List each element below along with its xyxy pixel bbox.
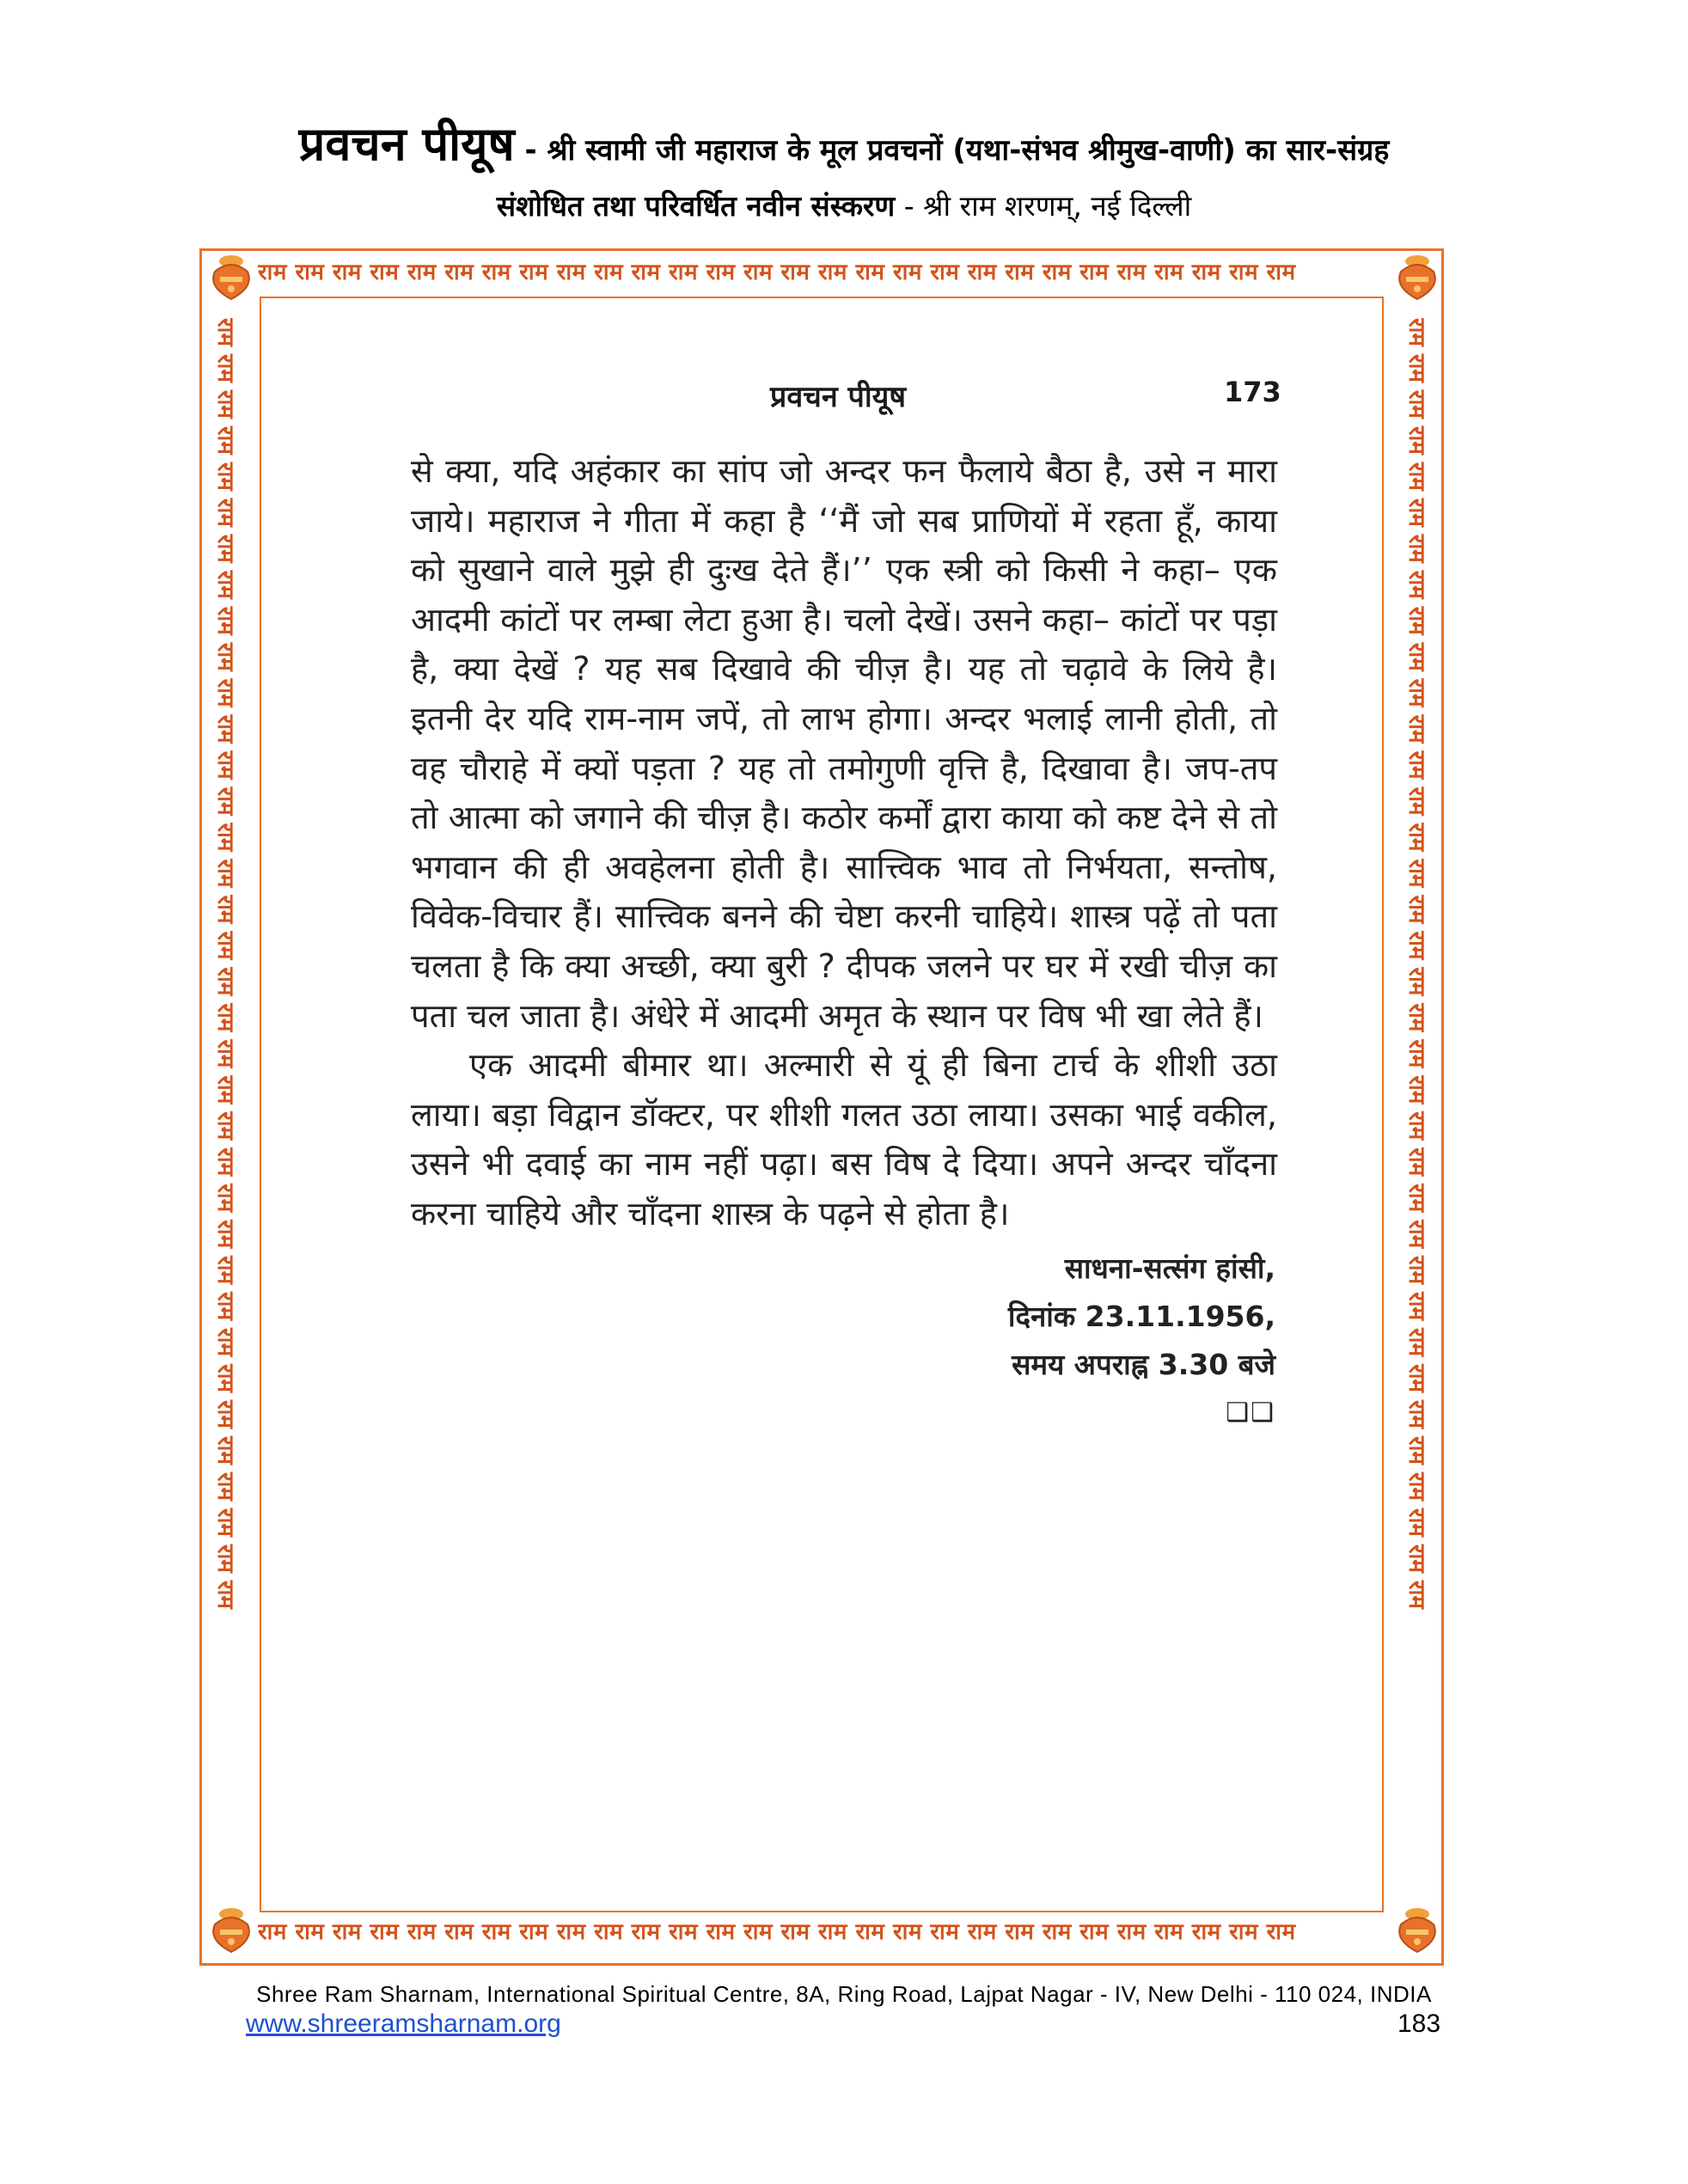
- ram-border-left: राम राम राम राम राम राम राम राम राम राम राम राम राम राम राम राम राम राम राम राम राम राम राम राम राम राम राम राम राम राम राम राम राम राम राम राम: [212, 318, 238, 1609]
- kalash-icon: [1391, 251, 1444, 304]
- end-mark: ❑❑: [1226, 1398, 1275, 1428]
- header-subtitle-rest: - श्री राम शरणम्, नई दिल्ली: [895, 189, 1192, 223]
- paragraph: से क्या, यदि अहंकार का सांप जो अन्दर फन फैलाये बैठा है, उसे न मारा जाये। महाराज ने गीता में कहा है ‘‘मैं जो सब प्राणियों में रहता हूँ, काया को सुखाने वाले मुझे ही दुःख देते हैं।’’ एक स्त्री को किसी ने कहा– एक आदमी कांटों पर लम्बा लेटा हुआ है। चलो देखें। उसने कहा– कांटों पर पड़ा है, क्या देखें ? यह सब दिखावे की चीज़ है। यह तो चढ़ावे के लिये है। इतनी देर यदि राम-नाम जपें, तो लाभ होगा। अन्दर भलाई लानी होती, तो वह चौराहे में क्यों पड़ता ? यह तो तमोगुणी वृत्ति है, दिखावा है। जप-तप तो आत्मा को जगाने की चीज़ है। कठोर कर्मों द्वारा काया को कष्ट देने से तो भगवान की ही अवहेलना होती है। सात्त्विक भाव तो निर्भयता, सन्तोष, विवेक-विचार हैं। सात्त्विक बनने की चेष्टा करनी चाहिये। शास्त्र पढ़ें तो पता चलता है कि क्या अच्छी, क्या बुरी ? दीपक जलने पर घर में रखी चीज़ का पता चल जाता है। अंधेरे में आदमी अमृत के स्थान पर विष भी खा लेते हैं।: [411, 452, 1277, 1035]
- website-link[interactable]: www.shreeramsharnam.org: [246, 2010, 561, 2038]
- ram-border-bottom: राम राम राम राम राम राम राम राम राम राम राम राम राम राम राम राम राम राम राम राम राम राम राम राम राम राम राम राम: [258, 1919, 1296, 1945]
- paragraph: एक आदमी बीमार था। अल्मारी से यूं ही बिना टार्च के शीशी उठा लाया। बड़ा विद्वान डॉक्टर, पर शीशी गलत उठा लाया। उसका भाई वकील, उसने भी दवाई का नाम नहीं पढ़ा। बस विष दे दिया। अपने अन्दर चाँदना करना चाहिये और चाँदना शास्त्र के पढ़ने से होता है।: [411, 1046, 1277, 1233]
- ram-border-top: राम राम राम राम राम राम राम राम राम राम राम राम राम राम राम राम राम राम राम राम राम राम राम राम राम राम राम राम: [258, 260, 1296, 285]
- book-page-title: प्रवचन पीयूष: [770, 380, 907, 414]
- footer-page-number: 183: [1397, 2010, 1441, 2038]
- document-header-subtitle: [0, 186, 1688, 224]
- book-page-number: 173: [1224, 376, 1281, 408]
- kalash-icon: [1391, 1904, 1444, 1957]
- header-title-rest: - श्री स्वामी जी महाराज के मूल प्रवचनों (यथा-संभव श्रीमुख-वाणी) का सार-संग्रह: [514, 133, 1390, 168]
- signature-date: दिनांक 23.11.1956,: [1007, 1300, 1275, 1333]
- header-title-main: प्रवचन पीयूष: [298, 117, 515, 171]
- discourse-signature: [1008, 1245, 1275, 1437]
- kalash-icon: [205, 1904, 258, 1957]
- document-header-title: [0, 110, 1688, 174]
- signature-time: समय अपराह्न 3.30 बजे: [1012, 1348, 1275, 1381]
- book-page-body: [411, 447, 1277, 1239]
- kalash-icon: [205, 251, 258, 304]
- ram-border-right: राम राम राम राम राम राम राम राम राम राम राम राम राम राम राम राम राम राम राम राम राम राम राम राम राम राम राम राम राम राम राम राम राम राम राम राम: [1404, 318, 1429, 1609]
- footer-address: Shree Ram Sharnam, International Spiritual Centre, 8A, Ring Road, Lajpat Nagar - IV, New Delhi - 110 024, INDIA: [256, 1981, 1432, 2007]
- header-subtitle-bold: संशोधित तथा परिवर्धित नवीन संस्करण: [496, 189, 896, 223]
- signature-place: साधना-सत्संग हांसी,: [1064, 1251, 1275, 1285]
